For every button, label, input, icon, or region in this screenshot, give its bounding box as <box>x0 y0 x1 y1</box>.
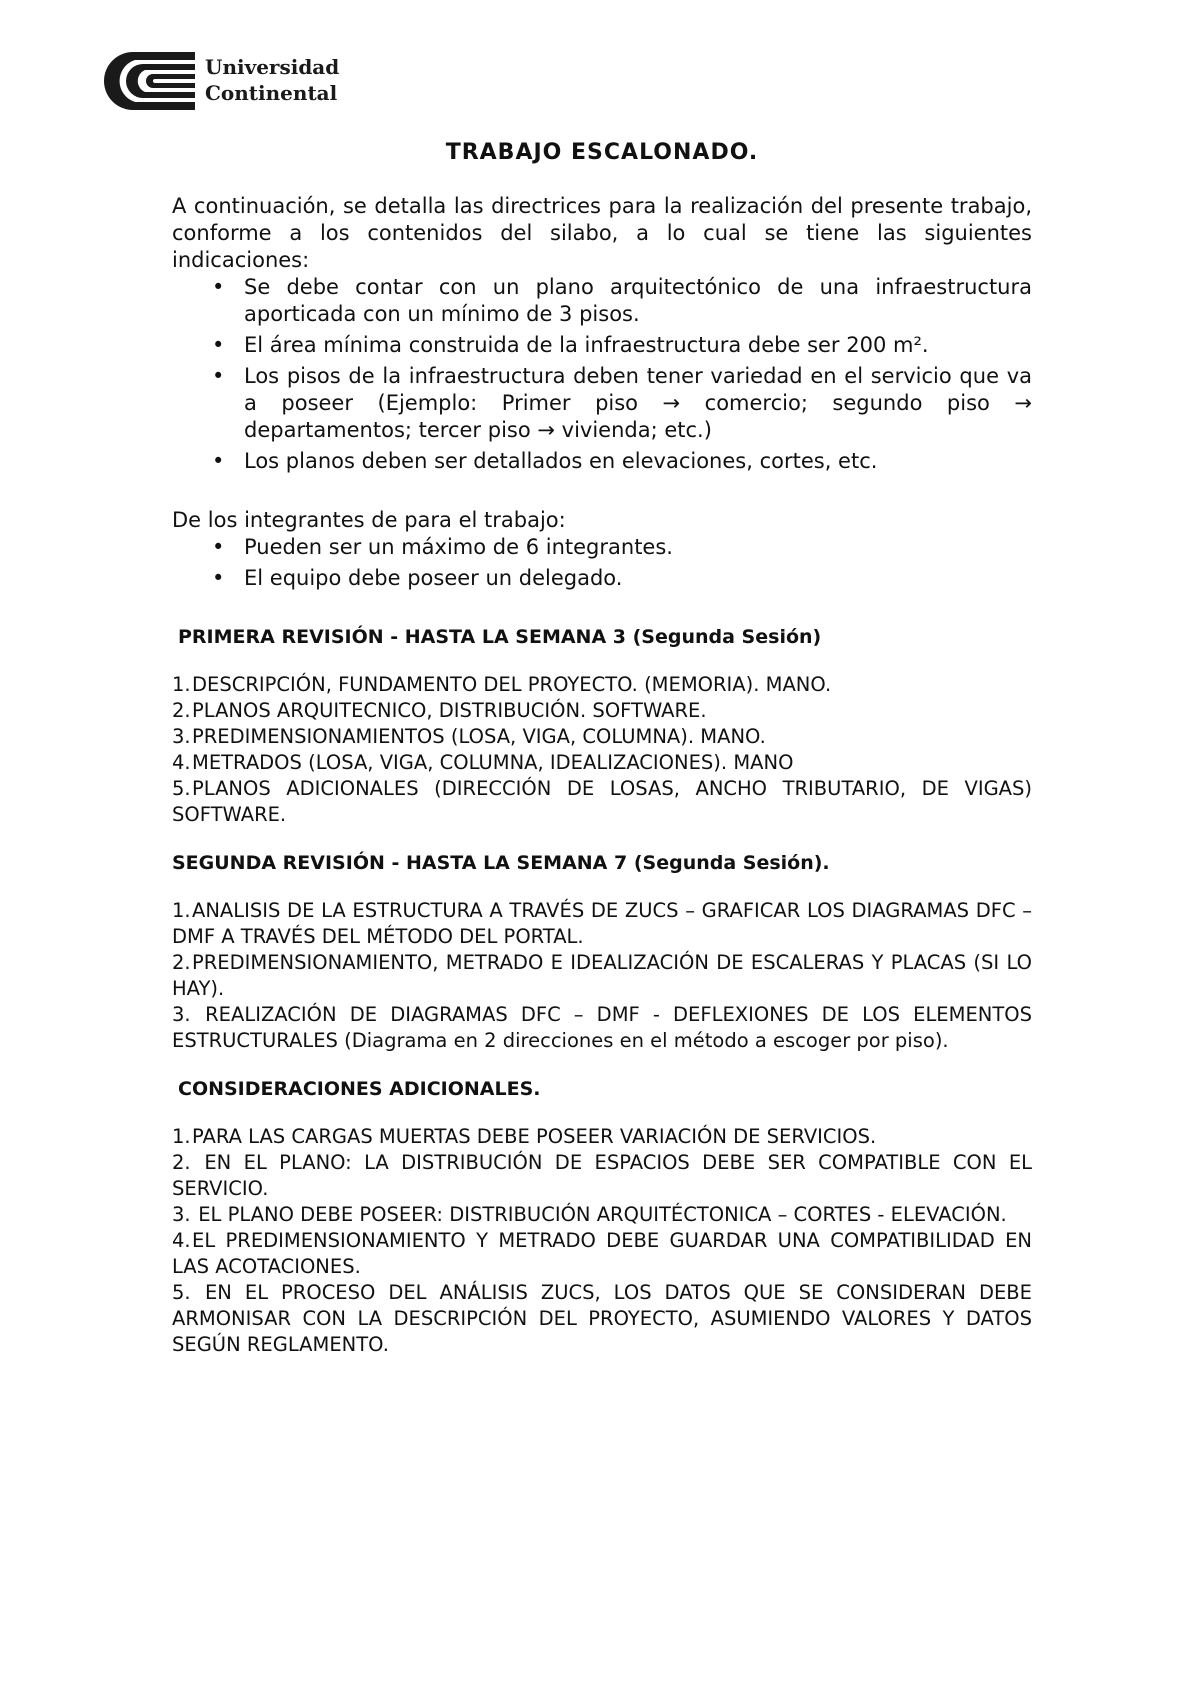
consideraciones-list <box>172 1124 1032 1358</box>
list-item: 5.PLANOS ADICIONALES (DIRECCIÓN DE LOSAS, ANCHO TRIBUTARIO, DE VIGAS) SOFTWARE. <box>172 777 1032 826</box>
list-item: 4.EL PREDIMENSIONAMIENTO Y METRADO DEBE GUARDAR UNA COMPATIBILIDAD EN LAS ACOTACIONES. <box>172 1229 1032 1278</box>
list-item: 3. EL PLANO DEBE POSEER: DISTRIBUCIÓN ARQUITÉCTONICA – CORTES - ELEVACIÓN. <box>172 1203 1007 1226</box>
university-logo <box>103 48 343 114</box>
team-intro: De los integrantes de para el trabajo: <box>172 508 566 532</box>
bullet-icon: • <box>212 364 225 388</box>
list-item: • Se debe contar con un plano arquitectónico de una infraestructura aporticada con un mínimo de 3 pisos. <box>212 275 1032 326</box>
list-item: 4.METRADOS (LOSA, VIGA, COLUMNA, IDEALIZACIONES). MANO <box>172 751 794 774</box>
list-item: • Los pisos de la infraestructura deben tener variedad en el servicio que va a poseer (Ejemplo: Primer piso → comercio; segundo piso → departamentos; tercer piso → vivienda; etc.) <box>212 364 1032 442</box>
bullet-icon: • <box>212 449 225 473</box>
document-body <box>172 140 1032 1358</box>
requirements-list <box>172 274 1032 475</box>
list-item: 3.PREDIMENSIONAMIENTOS (LOSA, VIGA, COLUMNA). MANO. <box>172 725 766 748</box>
list-item: • Pueden ser un máximo de 6 integrantes. <box>212 535 673 559</box>
section-heading-primera: PRIMERA REVISIÓN - HASTA LA SEMANA 3 (Segunda Sesión) <box>178 626 822 648</box>
primera-revision-list <box>172 672 1032 828</box>
list-item: 1.DESCRIPCIÓN, FUNDAMENTO DEL PROYECTO. (MEMORIA). MANO. <box>172 673 832 696</box>
intro-paragraph: A continuación, se detalla las directrices para la realización del presente trabajo, conforme a los contenidos del silabo, a lo cual se tiene las siguientes indicaciones: <box>172 194 1032 272</box>
list-item: 1.PARA LAS CARGAS MUERTAS DEBE POSEER VARIACIÓN DE SERVICIOS. <box>172 1125 877 1148</box>
list-item: 2.PREDIMENSIONAMIENTO, METRADO E IDEALIZACIÓN DE ESCALERAS Y PLACAS (SI LO HAY). <box>172 951 1032 1000</box>
list-item: • El área mínima construida de la infraestructura debe ser 200 m². <box>212 333 929 357</box>
list-item: 5. EN EL PROCESO DEL ANÁLISIS ZUCS, LOS DATOS QUE SE CONSIDERAN DEBE ARMONISAR CON LA DESCRIPCIÓN DEL PROYECTO, ASUMIENDO VALORES Y DATOS SEGÚN REGLAMENTO. <box>172 1281 1032 1356</box>
segunda-revision-list <box>172 898 1032 1054</box>
bullet-icon: • <box>212 333 225 357</box>
logo-line-1: Universidad <box>205 55 340 79</box>
bullet-icon: • <box>212 566 225 590</box>
team-list <box>172 534 1032 592</box>
document-title: TRABAJO ESCALONADO. <box>445 140 759 165</box>
list-item: 2. EN EL PLANO: LA DISTRIBUCIÓN DE ESPACIOS DEBE SER COMPATIBLE CON EL SERVICIO. <box>172 1151 1032 1200</box>
bullet-icon: • <box>212 535 225 559</box>
list-item: • Los planos deben ser detallados en elevaciones, cortes, etc. <box>212 449 878 473</box>
bullet-icon: • <box>212 275 225 299</box>
list-item: 2.PLANOS ARQUITECNICO, DISTRIBUCIÓN. SOFTWARE. <box>172 699 707 722</box>
list-item: • El equipo debe poseer un delegado. <box>212 566 623 590</box>
university-logo-icon <box>103 48 199 114</box>
list-item: 3. REALIZACIÓN DE DIAGRAMAS DFC – DMF - DEFLEXIONES DE LOS ELEMENTOS ESTRUCTURALES (Diagrama en 2 direcciones en el método a escoger por piso). <box>172 1003 1032 1052</box>
section-heading-consideraciones: CONSIDERACIONES ADICIONALES. <box>178 1078 541 1100</box>
section-heading-segunda: SEGUNDA REVISIÓN - HASTA LA SEMANA 7 (Segunda Sesión). <box>172 852 830 874</box>
list-item: 1.ANALISIS DE LA ESTRUCTURA A TRAVÉS DE ZUCS – GRAFICAR LOS DIAGRAMAS DFC – DMF A TRAVÉS DEL MÉTODO DEL PORTAL. <box>172 899 1032 948</box>
university-name <box>205 54 339 106</box>
logo-line-2: Continental <box>205 81 338 105</box>
